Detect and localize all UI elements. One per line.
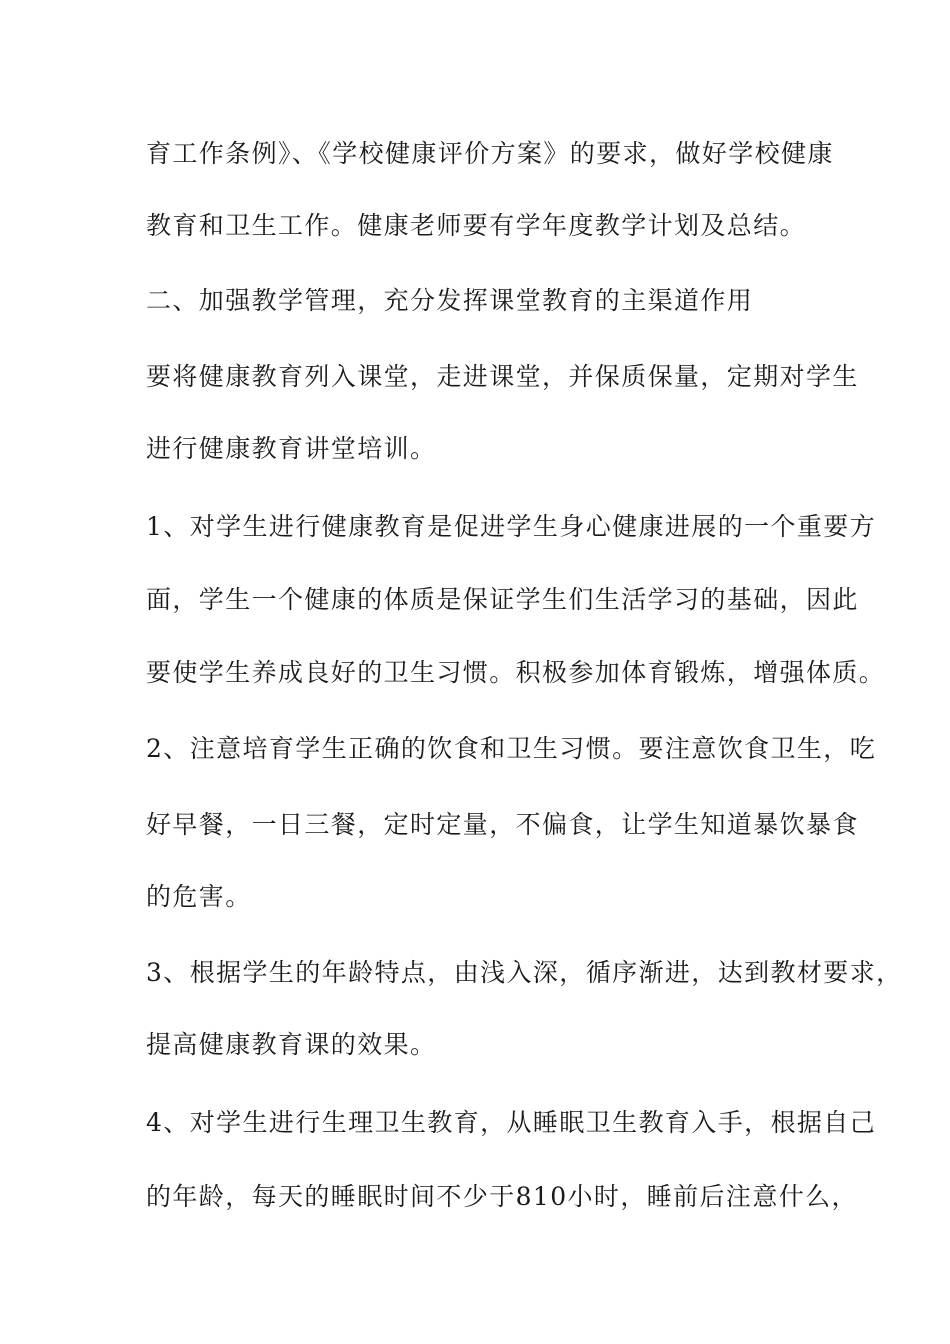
text-line-2: 教育和卫生工作。健康老师要有学年度教学计划及总结。 (146, 211, 807, 240)
list-item-2-line-3: 的危害。 (146, 882, 252, 911)
text-line-5: 进行健康教育讲堂培训。 (146, 434, 437, 463)
list-item-3-line-2: 提高健康教育课的效果。 (146, 1030, 437, 1059)
list-item-1-line-1: 1、对学生进行健康教育是促进学生身心健康进展的一个重要方 (146, 512, 877, 541)
text-line-4: 要将健康教育列入课堂，走进课堂，并保质保量，定期对学生 (146, 362, 859, 391)
list-item-1-line-2: 面，学生一个健康的体质是保证学生们生活学习的基础，因此 (146, 585, 859, 614)
section-heading: 二、加强教学管理，充分发挥课堂教育的主渠道作用 (146, 286, 754, 315)
text-line-1: 育工作条例》、《学校健康评价方案》的要求，做好学校健康 (146, 139, 834, 168)
list-item-4-line-1: 4、对学生进行生理卫生教育，从睡眠卫生教育入手，根据自己 (146, 1108, 877, 1137)
list-item-3-line-1: 3、根据学生的年龄特点，由浅入深，循序渐进，达到教材要求， (146, 958, 903, 987)
list-item-2-line-1: 2、注意培育学生正确的饮食和卫生习惯。要注意饮食卫生，吃 (146, 734, 877, 763)
list-item-1-line-3: 要使学生养成良好的卫生习惯。积极参加体育锻炼，增强体质。 (146, 658, 886, 687)
list-item-4-line-2: 的年龄，每天的睡眠时间不少于810小时，睡前后注意什么， (146, 1182, 858, 1211)
list-item-2-line-2: 好早餐，一日三餐，定时定量，不偏食，让学生知道暴饮暴食 (146, 810, 859, 839)
